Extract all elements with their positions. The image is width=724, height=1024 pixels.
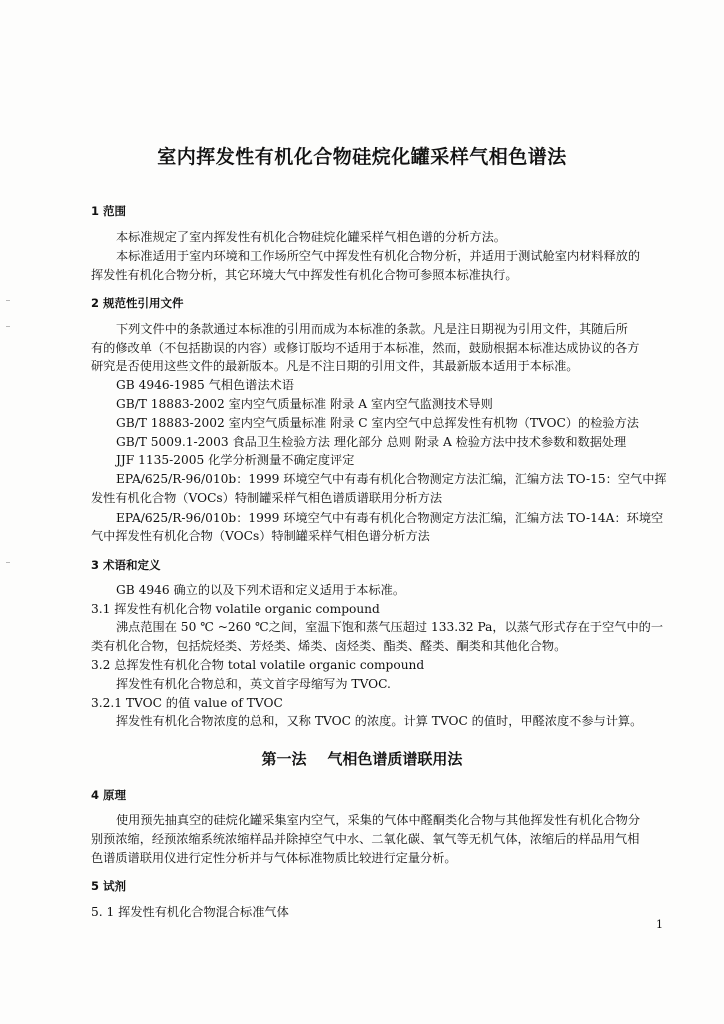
page-number: 1 [656,918,663,931]
method-title: 第一法 气相色谱质谱联用法 [261,750,463,768]
reference-item: GB 4946-1985 气相色谱法术语 [116,378,294,392]
reference-item: EPA/625/R-96/010b：1999 环境空气中有毒有机化合物测定方法汇编，汇编方法 TO-14A：环境空 [116,511,664,525]
section-4-paragraph: 别预浓缩，经预浓缩系统浓缩样品并除掉空气中水、二氧化碳、氧气等无机气体，浓缩后的样品用气相 [91,832,640,846]
reference-item: GB/T 18883-2002 室内空气质量标准 附录 C 室内空气中总挥发性有机物（TVOC）的检验方法 [116,416,639,430]
reference-item: GB/T 18883-2002 室内空气质量标准 附录 A 室内空气监测技术导则 [116,397,493,411]
reference-item: JJF 1135-2005 化学分析测量不确定度评定 [116,453,355,467]
section-2-paragraph: 有的修改单（不包括勘误的内容）或修订版均不适用于本标准，然而，鼓励根据本标准达成协议的各方 [91,341,640,355]
section-1-paragraph: 本标准适用于室内环境和工作场所空气中挥发性有机化合物分析，并适用于测试舱室内材料释放的 [116,249,641,263]
term-3-1-definition: 沸点范围在 50 ℃ ~260 ℃之间，室温下饱和蒸气压超过 133.32 Pa，以蒸气形式存在于空气中的一 [116,620,664,634]
reference-item: GB/T 5009.1-2003 食品卫生检验方法 理化部分 总则 附录 A 检验方法中技术参数和数据处理 [116,435,627,449]
section-5-heading: 5 试剂 [91,879,127,893]
term-3-2-1: 3.2.1 TVOC 的值 value of TVOC [91,696,283,710]
section-2-heading: 2 规范性引用文件 [91,296,184,310]
term-3-2: 3.2 总挥发性有机化合物 total volatile organic compound [91,658,425,672]
reference-item: 气中挥发性有机化合物（VOCs）特制罐采样气相色谱分析方法 [91,529,430,543]
reference-item: 发性有机化合物（VOCs）特制罐采样气相色谱质谱联用分析方法 [91,491,443,505]
section-2-paragraph: 下列文件中的条款通过本标准的引用而成为本标准的条款。凡是注日期视为引用文件，其随后所 [116,322,628,336]
document-title: 室内挥发性有机化合物硅烷化罐采样气相色谱法 [157,146,567,168]
term-3-1-definition: 类有机化合物，包括烷烃类、芳烃类、烯类、卤烃类、酯类、醛类、酮类和其他化合物。 [91,639,567,653]
section-1-paragraph: 本标准规定了室内挥发性有机化合物硅烷化罐采样气相色谱的分析方法。 [116,230,506,244]
term-3-1: 3.1 挥发性有机化合物 volatile organic compound [91,602,380,616]
scan-margin-mark [6,562,10,563]
term-3-2-1-definition: 挥发性有机化合物浓度的总和，又称 TVOC 的浓度。计算 TVOC 的值时，甲醛浓度不参与计算。 [116,714,643,728]
section-4-heading: 4 原理 [91,788,127,802]
section-3-heading: 3 术语和定义 [91,558,161,572]
scan-margin-mark [6,300,10,301]
section-3-intro: GB 4946 确立的以及下列术语和定义适用于本标准。 [116,583,406,597]
term-3-2-definition: 挥发性有机化合物总和，英文首字母缩写为 TVOC. [116,677,391,691]
subsection-5-1: 5. 1 挥发性有机化合物混合标准气体 [91,905,289,919]
reference-item: EPA/625/R-96/010b：1999 环境空气中有毒有机化合物测定方法汇编，汇编方法 TO-15：空气中挥 [116,472,667,486]
section-4-paragraph: 使用预先抽真空的硅烷化罐采集室内空气，采集的气体中醛酮类化合物与其他挥发性有机化合物分 [116,813,641,827]
scan-margin-mark [6,326,10,327]
section-1-heading: 1 范围 [91,204,127,218]
section-2-paragraph: 研究是否使用这些文件的最新版本。凡是不注日期的引用文件，其最新版本适用于本标准。 [91,359,579,373]
section-4-paragraph: 色谱质谱联用仪进行定性分析并与气体标准物质比较进行定量分析。 [91,851,457,865]
section-1-paragraph: 挥发性有机化合物分析，其它环境大气中挥发性有机化合物可参照本标准执行。 [91,268,518,282]
